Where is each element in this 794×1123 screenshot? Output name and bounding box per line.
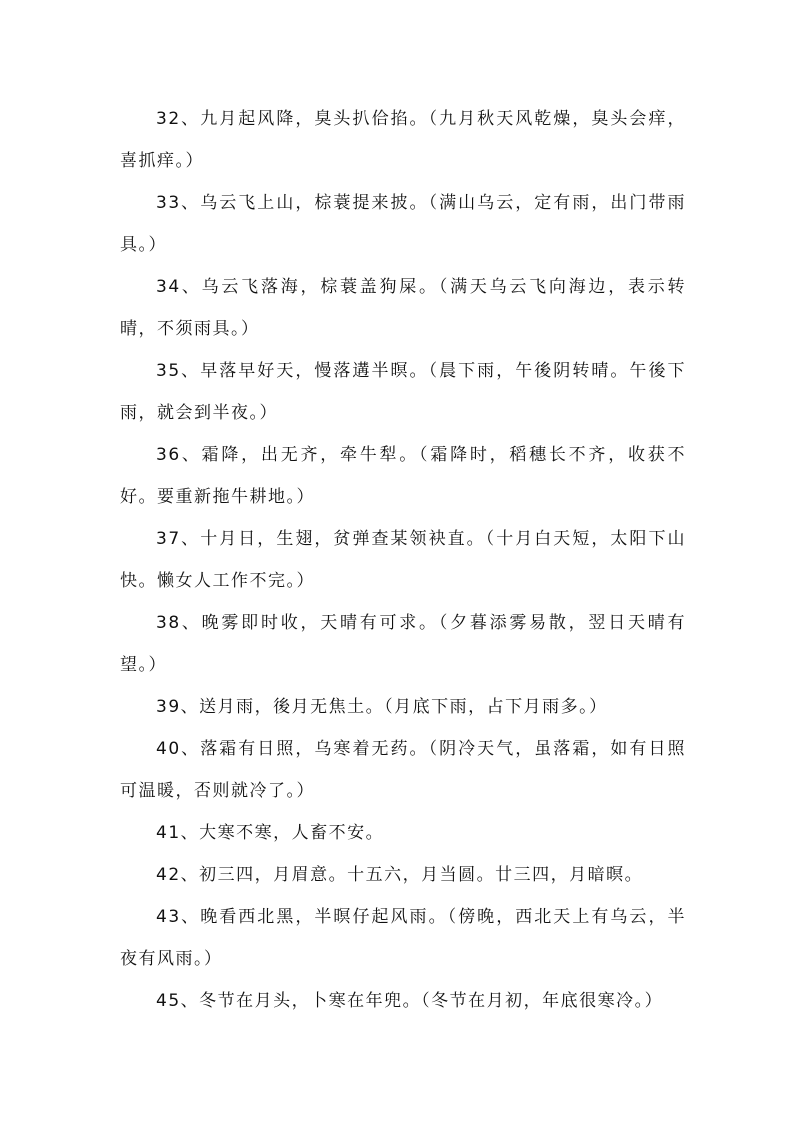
proverb-entry-37: 37、十月日，生翅，贫弹查某领袂直。（十月白天短，太阳下山快。懒女人工作不完。）	[120, 529, 686, 591]
proverb-entry-34: 34、乌云飞落海，棕蓑盖狗屎。（满天乌云飞向海边，表示转晴，不须雨具。）	[120, 277, 686, 339]
proverb-entry-36: 36、霜降，出无齐，牵牛犁。（霜降时，稻穗长不齐，收获不好。要重新拖牛耕地。）	[120, 445, 686, 507]
proverb-entry-32: 32、九月起风降，臭头扒佮掐。（九月秋天风乾燥，臭头会痒，喜抓痒。）	[120, 109, 686, 171]
proverb-entry-42: 42、初三四，月眉意。十五六，月当圆。廿三四，月暗暝。	[156, 865, 644, 885]
proverb-entry-41: 41、大寒不寒，人畜不安。	[156, 823, 385, 843]
proverb-list	[120, 98, 686, 1022]
proverb-entry-45: 45、冬节在月头，卜寒在年兜。（冬节在月初，年底很寒冷。）	[156, 991, 664, 1011]
proverb-entry-39: 39、送月雨，後月无焦土。（月底下雨，占下月雨多。）	[156, 697, 608, 717]
proverb-entry-43: 43、晚看西北黑，半暝仔起风雨。（傍晚，西北天上有乌云，半夜有风雨。）	[120, 907, 686, 969]
proverb-entry-38: 38、晚雾即时收，天晴有可求。（夕暮添雾易散，翌日天晴有望。）	[120, 613, 686, 675]
proverb-entry-40: 40、落霜有日照，乌寒着无药。（阴冷天气，虽落霜，如有日照可温暖，否则就冷了。）	[120, 739, 686, 801]
proverb-entry-33: 33、乌云飞上山，棕蓑提来披。（满山乌云，定有雨，出门带雨具。）	[120, 193, 686, 255]
proverb-entry-35: 35、早落早好天，慢落遘半暝。（晨下雨，午後阴转晴。午後下雨，就会到半夜。）	[120, 361, 686, 423]
